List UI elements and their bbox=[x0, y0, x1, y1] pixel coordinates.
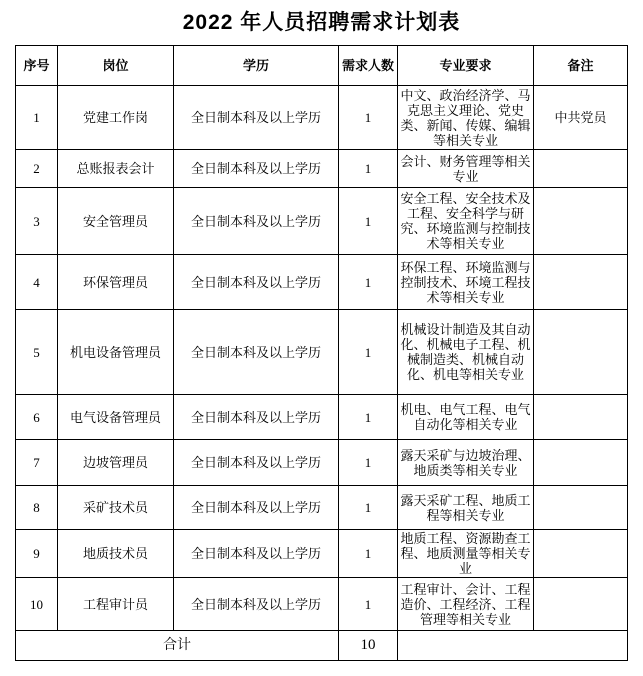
cell-position: 采矿技术员 bbox=[58, 486, 174, 530]
cell-major: 会计、财务管理等相关专业 bbox=[398, 150, 534, 188]
cell-position: 党建工作岗 bbox=[58, 86, 174, 150]
cell-education: 全日制本科及以上学历 bbox=[174, 486, 339, 530]
cell-no: 8 bbox=[16, 486, 58, 530]
total-count: 10 bbox=[339, 631, 398, 661]
cell-no: 9 bbox=[16, 530, 58, 578]
cell-remark bbox=[534, 530, 628, 578]
table-row bbox=[16, 86, 628, 150]
cell-no: 5 bbox=[16, 310, 58, 395]
cell-education: 全日制本科及以上学历 bbox=[174, 530, 339, 578]
cell-education: 全日制本科及以上学历 bbox=[174, 86, 339, 150]
cell-education: 全日制本科及以上学历 bbox=[174, 440, 339, 486]
cell-remark: 中共党员 bbox=[534, 86, 628, 150]
cell-count: 1 bbox=[339, 395, 398, 440]
cell-major: 中文、政治经济学、马克思主义理论、党史类、新闻、传媒、编辑等相关专业 bbox=[398, 86, 534, 150]
header-row bbox=[16, 46, 628, 86]
cell-count: 1 bbox=[339, 440, 398, 486]
cell-count: 1 bbox=[339, 578, 398, 631]
cell-position: 地质技术员 bbox=[58, 530, 174, 578]
cell-major: 露天采矿工程、地质工程等相关专业 bbox=[398, 486, 534, 530]
cell-count: 1 bbox=[339, 310, 398, 395]
cell-count: 1 bbox=[339, 150, 398, 188]
table-row bbox=[16, 310, 628, 395]
table-row bbox=[16, 486, 628, 530]
column-header-major: 专业要求 bbox=[398, 46, 534, 86]
cell-no: 3 bbox=[16, 188, 58, 255]
cell-remark bbox=[534, 395, 628, 440]
total-row bbox=[16, 631, 628, 661]
cell-position: 机电设备管理员 bbox=[58, 310, 174, 395]
cell-major: 机械设计制造及其自动化、机械电子工程、机械制造类、机械自动化、机电等相关专业 bbox=[398, 310, 534, 395]
cell-education: 全日制本科及以上学历 bbox=[174, 150, 339, 188]
cell-major: 机电、电气工程、电气自动化等相关专业 bbox=[398, 395, 534, 440]
column-header-count: 需求人数 bbox=[339, 46, 398, 86]
column-header-education: 学历 bbox=[174, 46, 339, 86]
cell-count: 1 bbox=[339, 530, 398, 578]
cell-position: 总账报表会计 bbox=[58, 150, 174, 188]
cell-position: 边坡管理员 bbox=[58, 440, 174, 486]
cell-no: 2 bbox=[16, 150, 58, 188]
cell-remark bbox=[534, 255, 628, 310]
cell-no: 4 bbox=[16, 255, 58, 310]
cell-remark bbox=[534, 150, 628, 188]
table-row bbox=[16, 440, 628, 486]
table-row bbox=[16, 255, 628, 310]
cell-remark bbox=[534, 486, 628, 530]
cell-no: 10 bbox=[16, 578, 58, 631]
cell-position: 安全管理员 bbox=[58, 188, 174, 255]
cell-major: 露天采矿与边坡治理、地质类等相关专业 bbox=[398, 440, 534, 486]
cell-no: 1 bbox=[16, 86, 58, 150]
cell-count: 1 bbox=[339, 255, 398, 310]
column-header-remark: 备注 bbox=[534, 46, 628, 86]
cell-count: 1 bbox=[339, 188, 398, 255]
page-title: 2022 年人员招聘需求计划表 bbox=[182, 11, 461, 34]
cell-education: 全日制本科及以上学历 bbox=[174, 310, 339, 395]
cell-education: 全日制本科及以上学历 bbox=[174, 255, 339, 310]
cell-count: 1 bbox=[339, 486, 398, 530]
total-label: 合计 bbox=[16, 631, 339, 661]
cell-major: 环保工程、环境监测与控制技术、环境工程技术等相关专业 bbox=[398, 255, 534, 310]
cell-education: 全日制本科及以上学历 bbox=[174, 578, 339, 631]
table-row bbox=[16, 395, 628, 440]
column-header-position: 岗位 bbox=[58, 46, 174, 86]
cell-count: 1 bbox=[339, 86, 398, 150]
table-row bbox=[16, 530, 628, 578]
cell-remark bbox=[534, 188, 628, 255]
table-row bbox=[16, 188, 628, 255]
cell-position: 工程审计员 bbox=[58, 578, 174, 631]
recruitment-table bbox=[15, 45, 628, 661]
cell-position: 环保管理员 bbox=[58, 255, 174, 310]
table-row bbox=[16, 578, 628, 631]
cell-major: 地质工程、资源勘查工程、地质测量等相关专业 bbox=[398, 530, 534, 578]
column-header-no: 序号 bbox=[16, 46, 58, 86]
cell-remark bbox=[534, 310, 628, 395]
cell-position: 电气设备管理员 bbox=[58, 395, 174, 440]
cell-remark bbox=[534, 440, 628, 486]
cell-no: 6 bbox=[16, 395, 58, 440]
cell-education: 全日制本科及以上学历 bbox=[174, 395, 339, 440]
cell-major: 安全工程、安全技术及工程、安全科学与研究、环境监测与控制技术等相关专业 bbox=[398, 188, 534, 255]
table-row bbox=[16, 150, 628, 188]
cell-education: 全日制本科及以上学历 bbox=[174, 188, 339, 255]
cell-remark bbox=[534, 578, 628, 631]
cell-no: 7 bbox=[16, 440, 58, 486]
total-empty-cell bbox=[398, 631, 628, 661]
cell-major: 工程审计、会计、工程造价、工程经济、工程管理等相关专业 bbox=[398, 578, 534, 631]
